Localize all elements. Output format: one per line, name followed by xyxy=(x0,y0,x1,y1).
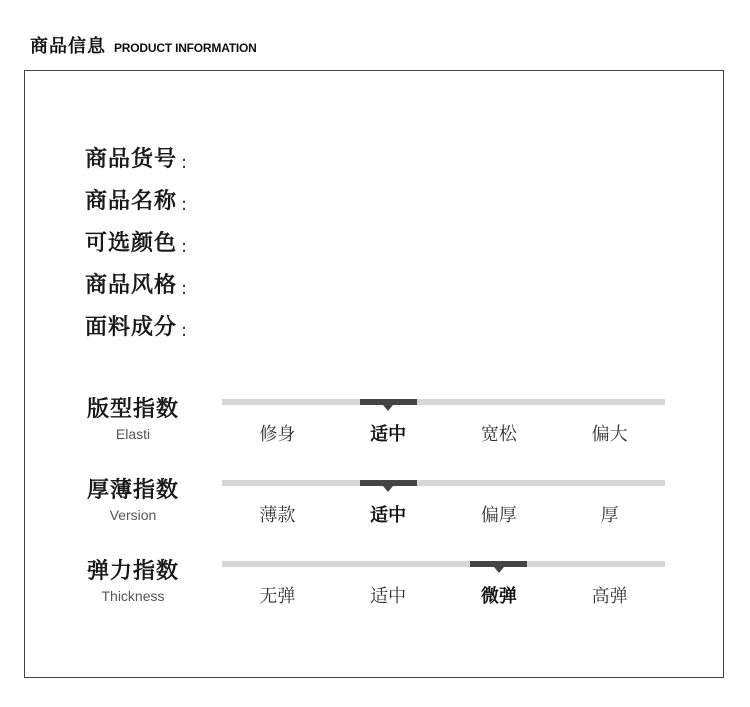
scale-fit xyxy=(85,396,705,477)
info-label: 商品风格 xyxy=(85,273,178,298)
info-colon: : xyxy=(181,152,188,173)
scale-title-en: Elasti xyxy=(115,426,151,442)
scale-title-cn: 弹力指数 xyxy=(86,559,179,584)
scale-elasticity xyxy=(85,558,705,639)
scale-marker xyxy=(360,399,417,405)
scale-title-cn: 厚薄指数 xyxy=(86,478,179,503)
scale-option: 适中 xyxy=(370,424,407,445)
scale-thickness xyxy=(85,477,705,558)
scale-option: 宽松 xyxy=(480,424,517,445)
scale-option: 微弹 xyxy=(480,586,517,607)
scale-options xyxy=(222,582,665,608)
info-row-item-number xyxy=(85,131,187,173)
scale-option: 偏大 xyxy=(591,424,628,445)
scale-track xyxy=(222,480,665,486)
scale-title xyxy=(85,477,181,523)
section-title: 商品信息 xyxy=(30,36,106,57)
scale-option: 偏厚 xyxy=(480,505,517,526)
index-scales xyxy=(85,396,705,639)
info-colon: : xyxy=(181,278,188,299)
info-label: 面料成分 xyxy=(85,315,178,340)
scale-option: 适中 xyxy=(370,505,407,526)
product-info-list xyxy=(85,131,187,341)
scale-title xyxy=(85,558,181,604)
scale-track xyxy=(222,399,665,405)
info-row-colors xyxy=(85,215,187,257)
info-colon: : xyxy=(181,194,188,215)
scale-option: 适中 xyxy=(370,586,407,607)
info-colon: : xyxy=(181,236,188,257)
scale-options xyxy=(222,420,665,446)
section-header xyxy=(30,32,257,58)
scale-marker xyxy=(470,561,527,567)
scale-marker xyxy=(360,480,417,486)
product-info-panel xyxy=(24,70,724,678)
info-colon: : xyxy=(181,320,188,341)
scale-options xyxy=(222,501,665,527)
scale-option: 高弹 xyxy=(591,586,628,607)
scale-track xyxy=(222,561,665,567)
info-row-fabric xyxy=(85,299,187,341)
scale-option: 无弹 xyxy=(259,586,296,607)
scale-title-cn: 版型指数 xyxy=(86,397,179,422)
info-row-product-name xyxy=(85,173,187,215)
scale-option: 修身 xyxy=(259,424,296,445)
info-label: 商品货号 xyxy=(85,147,178,172)
info-label: 可选颜色 xyxy=(85,231,178,256)
scale-option: 薄款 xyxy=(259,505,296,526)
info-row-style xyxy=(85,257,187,299)
section-subtitle: PRODUCT INFORMATION xyxy=(114,41,257,55)
scale-title-en: Thickness xyxy=(101,588,165,604)
scale-title xyxy=(85,396,181,442)
info-label: 商品名称 xyxy=(85,189,178,214)
scale-title-en: Version xyxy=(109,507,157,523)
scale-option: 厚 xyxy=(600,505,619,526)
